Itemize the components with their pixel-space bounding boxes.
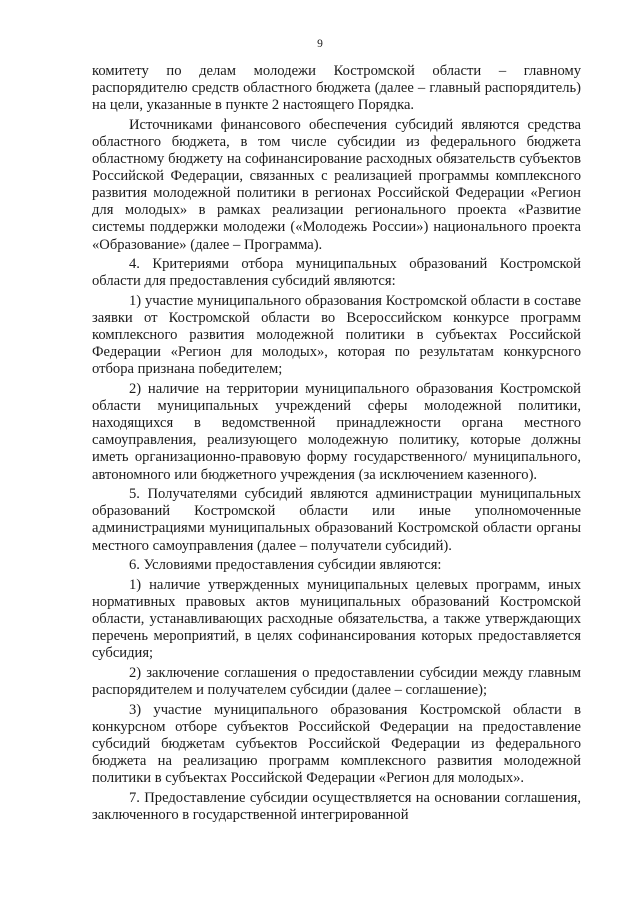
- paragraph-condition-1: 1) наличие утвержденных муниципальных целевых программ, иных нормативных правовых актов муниципальных образований Костромской области, устанавливающих расходные обязательства, а также утверждающих перечень мероприятий, в целях софинансирования которых предоставляется субсидия;: [92, 576, 581, 662]
- paragraph-item-7: 7. Предоставление субсидии осуществляется на основании соглашения, заключенного в государственной интегрированной: [92, 789, 581, 823]
- paragraph-condition-2: 2) заключение соглашения о предоставлении субсидии между главным распорядителем и получателем субсидии (далее – соглашение);: [92, 664, 581, 699]
- page-number: 9: [317, 38, 323, 50]
- paragraph-item-5: 5. Получателями субсидий являются администрации муниципальных образований Костромской области или иные уполномоченные администрациями муниципальных образований Костромской области органы местного самоуправления (далее – получатели субсидий).: [92, 486, 581, 554]
- paragraph-criterion-1: 1) участие муниципального образования Костромской области в составе заявки от Костромской области во Всероссийском конкурсе программ комплексного развития молодежной политики в субъектах Российской Федерации «Регион для молодых», которая по результатам конкурсного отбора признана победителем;: [92, 293, 581, 378]
- paragraph-condition-3: 3) участие муниципального образования Костромской области в конкурсном отборе субъектов Российской Федерации на предоставление субсидий бюджетам субъектов Российской Федерации из федерального бюджета на реализацию программ комплексного развития молодежной политики в субъектах Российской Федерации «Регион для молодых».: [92, 701, 581, 787]
- paragraph-item-6: 6. Условиями предоставления субсидии являются:: [129, 557, 442, 574]
- paragraph-funding-sources: Источниками финансового обеспечения субсидий являются средства областного бюджета, в том числе субсидии из федерального бюджета областному бюджету на софинансирование расходных обязательств субъектов Российской Федерации, связанных с реализацией программы комплексного развития молодежной политики в регионах Российской Федерации «Регион для молодых» в рамках реализации регионального проекта «Развитие системы поддержки молодежи («Молодежь России») национального проекта «Образование» (далее – Программа).: [92, 116, 581, 253]
- document-body: [92, 63, 581, 827]
- paragraph-criterion-2: 2) наличие на территории муниципального образования Костромской области муниципальных учреждений сферы молодежной политики, находящихся в ведомственной принадлежности органа местного самоуправления, реализующего молодежную политику, которые должны иметь организационно-правовую форму государственного/ муниципального, автономного или бюджетного учреждения (за исключением казенного).: [92, 381, 581, 483]
- paragraph-item-4: 4. Критериями отбора муниципальных образований Костромской области для предоставления субсидий являются:: [92, 256, 581, 290]
- paragraph-continuation: комитету по делам молодежи Костромской области – главному распорядителю средств областного бюджета (далее – главный распорядитель) на цели, указанные в пункте 2 настоящего Порядка.: [92, 63, 581, 114]
